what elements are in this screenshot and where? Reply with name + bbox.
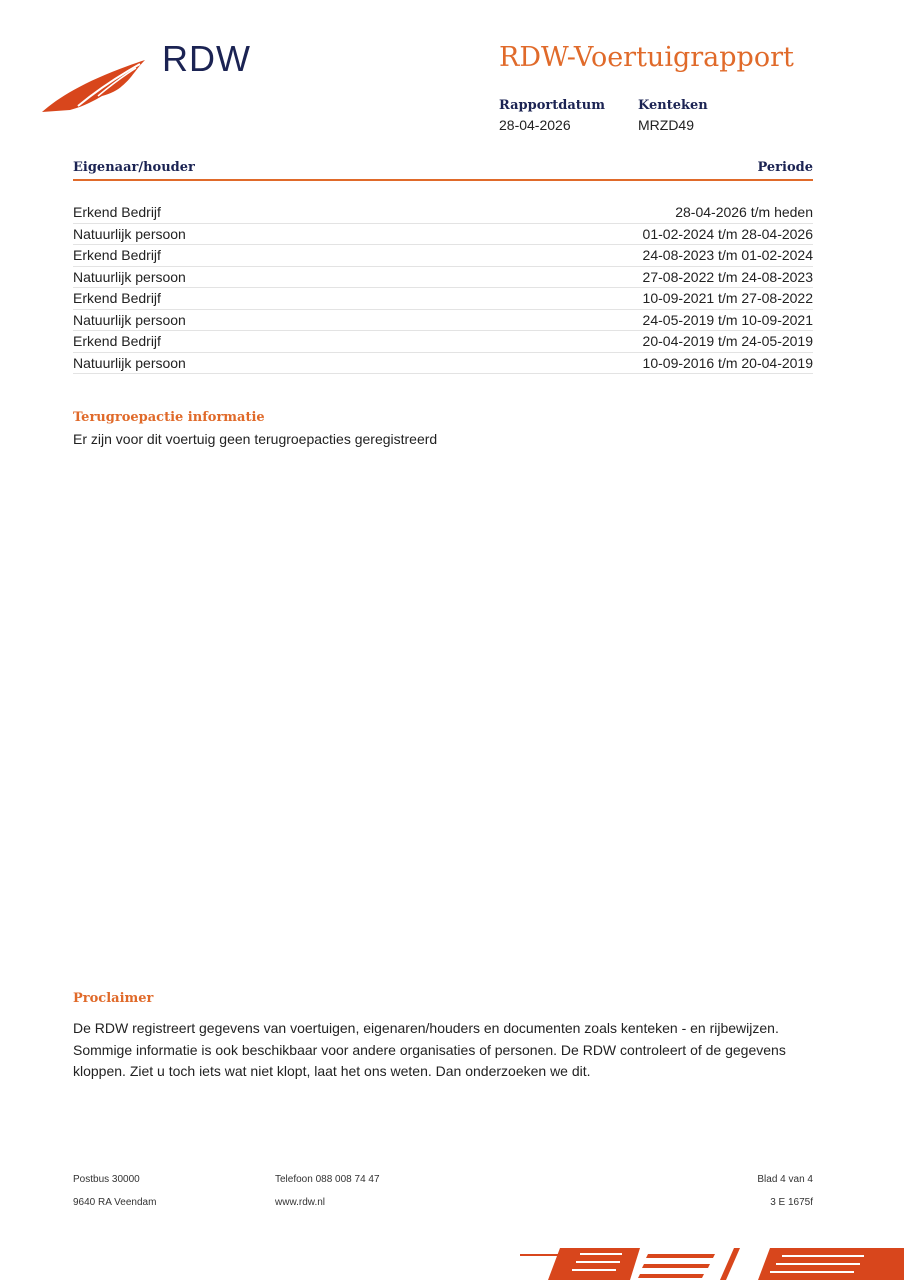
footer-page: Blad 4 van 4 bbox=[757, 1174, 813, 1185]
footer-website[interactable]: www.rdw.nl bbox=[275, 1197, 326, 1208]
owner-cell: Natuurlijk persoon bbox=[73, 311, 186, 328]
plate-value: MRZD49 bbox=[638, 117, 695, 133]
report-date-value: 28-04-2026 bbox=[499, 117, 571, 133]
rdw-feather-icon bbox=[40, 56, 150, 116]
owner-cell: Erkend Bedrijf bbox=[73, 247, 161, 263]
proclaimer-line-1: De RDW registreert gegevens van voertuigen, eigenaren/houders en documenten zoals kenteken - en rijbewijzen. bbox=[73, 1020, 779, 1036]
proclaimer-line-2: Sommige informatie is ook beschikbaar voor andere organisaties of personen. De RDW controleert of de gegevens bbox=[73, 1041, 786, 1058]
period-cell: 27-08-2022 t/m 24-08-2023 bbox=[642, 268, 813, 285]
period-cell: 20-04-2019 t/m 24-05-2019 bbox=[642, 333, 813, 349]
col-period-header: Periode bbox=[757, 160, 813, 175]
report-date-block bbox=[499, 98, 605, 133]
footer-address-line-1: Postbus 30000 bbox=[73, 1174, 140, 1185]
owner-cell: Natuurlijk persoon bbox=[73, 268, 186, 285]
period-cell: 28-04-2026 t/m heden bbox=[675, 204, 813, 220]
table-row bbox=[73, 353, 813, 375]
proclaimer-line-3: kloppen. Ziet u toch iets wat niet klopt, laat het ons weten. Dan onderzoeken we dit. bbox=[73, 1063, 591, 1079]
table-body bbox=[73, 202, 813, 374]
table-row bbox=[73, 331, 813, 353]
table-row bbox=[73, 224, 813, 246]
plate-label: Kenteken bbox=[638, 98, 708, 113]
report-title: RDW-Voertuigrapport bbox=[499, 42, 794, 73]
period-cell: 10-09-2016 t/m 20-04-2019 bbox=[642, 354, 813, 371]
period-cell: 24-08-2023 t/m 01-02-2024 bbox=[642, 247, 813, 263]
table-row bbox=[73, 202, 813, 224]
owner-cell: Erkend Bedrijf bbox=[73, 204, 161, 220]
owner-cell: Erkend Bedrijf bbox=[73, 290, 161, 306]
footer-phone: Telefoon 088 008 74 47 bbox=[275, 1174, 380, 1185]
recall-text: Er zijn voor dit voertuig geen terugroepacties geregistreerd bbox=[73, 431, 438, 447]
owner-cell: Erkend Bedrijf bbox=[73, 333, 161, 349]
rdw-logo bbox=[40, 38, 260, 118]
footer-page-info bbox=[757, 1168, 813, 1214]
recall-title: Terugroepactie informatie bbox=[73, 410, 265, 425]
owner-cell: Natuurlijk persoon bbox=[73, 354, 186, 371]
proclaimer-title: Proclaimer bbox=[73, 991, 154, 1006]
period-cell: 24-05-2019 t/m 10-09-2021 bbox=[642, 311, 813, 328]
footer-contact bbox=[275, 1168, 380, 1214]
footer-address-line-2: 9640 RA Veendam bbox=[73, 1197, 157, 1208]
logo-text: RDW bbox=[162, 38, 251, 79]
footer-code: 3 E 1675f bbox=[770, 1197, 813, 1208]
footer-address bbox=[73, 1168, 156, 1214]
table-header bbox=[73, 160, 813, 181]
table-row bbox=[73, 310, 813, 332]
period-cell: 10-09-2021 t/m 27-08-2022 bbox=[642, 290, 813, 306]
plate-block bbox=[638, 98, 708, 133]
report-date-label: Rapportdatum bbox=[499, 98, 605, 113]
table-row bbox=[73, 288, 813, 310]
col-owner-header: Eigenaar/houder bbox=[73, 160, 195, 175]
proclaimer-text bbox=[73, 1018, 793, 1083]
owner-cell: Natuurlijk persoon bbox=[73, 225, 186, 242]
period-cell: 01-02-2024 t/m 28-04-2026 bbox=[642, 225, 813, 242]
owners-table bbox=[73, 160, 813, 374]
decorative-stripes-icon bbox=[520, 1244, 904, 1280]
table-row bbox=[73, 267, 813, 289]
table-row bbox=[73, 245, 813, 267]
